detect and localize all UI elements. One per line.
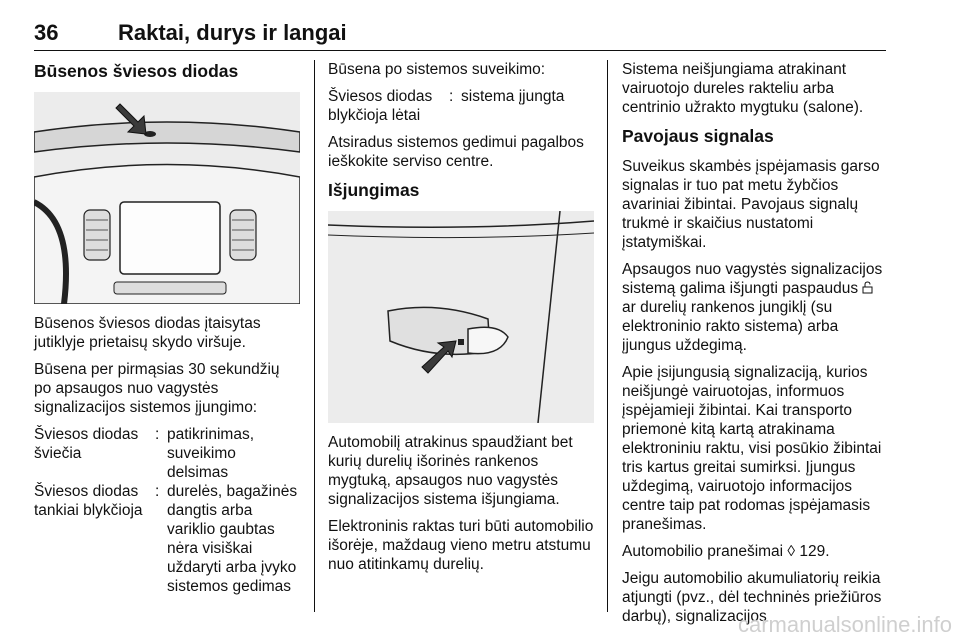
- column-divider: [314, 60, 315, 612]
- term-cell: Šviesos diodas blykčioja lėtai: [328, 88, 433, 124]
- watermark: carmanualsonline.info: [737, 612, 952, 637]
- after-activation-text: Būsena po sistemos suveikimo:: [328, 61, 546, 78]
- unlock-icon: [862, 280, 873, 292]
- desc-cell: sistema įjungta: [461, 88, 565, 105]
- column-2: [328, 60, 594, 582]
- page-header: [0, 0, 960, 52]
- vehicle-messages-ref: Automobilio pranešimai ◊ 129.: [622, 543, 830, 560]
- separator: :: [155, 426, 160, 443]
- header-rule: [34, 50, 886, 51]
- page-number: 36: [34, 20, 59, 45]
- led-location-text: Būsenos šviesos diodas įtaisytas jutiklyje prietaisų skydo viršuje.: [34, 315, 261, 351]
- alarm-text: Suveikus skambės įspėjamasis garso signalas ir tuo pat metu žybčios avariniai žibintai. Pavojaus signalų trukmė ir skaičius nustatomi įstatymiškai.: [622, 158, 880, 251]
- section-heading-status-led: Būsenos šviesos diodas: [34, 61, 239, 81]
- warning-lights-text: Apie įsijungusią signalizaciją, kurios neišjungė vairuotojas, informuos įspėjamieji žibintai. Kai transporto priemonė kitą kartą atrakinama elektroniniu raktu, visi posūkio žibintai tris kartus greitai sumirksi. Įjungus uždegimą, vairuotojo informacijos centre taip pat rodomas įspėjamasis pranešimas.: [622, 364, 882, 533]
- desc-cell: patikrinimas, suveikimo delsimas: [167, 426, 254, 481]
- page-title: Raktai, durys ir langai: [118, 20, 347, 45]
- term-cell: Šviesos diodas tankiai blykčioja: [34, 483, 143, 519]
- column-3: [622, 60, 888, 634]
- unlock-handle-text: Automobilį atrakinus spaudžiant bet kurių durelių išorinės rankenos mygtuką, apsaugos nuo vagystės signalizacijos sistema išjungiama.: [328, 434, 573, 508]
- separator: :: [155, 483, 160, 500]
- column-divider: [607, 60, 608, 612]
- term-cell: Šviesos diodas šviečia: [34, 426, 139, 462]
- desc-cell: durelės, bagažinės dangtis arba variklio gaubtas nėra visiškai uždaryti arba įvyko sistemos gedimas: [167, 483, 298, 595]
- column-1: [34, 60, 300, 604]
- deactivate-alarm-text-a: Apsaugos nuo vagystės signalizacijos sistemą galima išjungti paspaudus: [622, 261, 883, 297]
- dashboard-led-image: [34, 92, 300, 304]
- led-status-table-1: [34, 425, 300, 596]
- section-heading-alarm: Pavojaus signalas: [622, 126, 774, 146]
- first-30-seconds-text: Būsena per pirmąsias 30 sekundžių po apsaugos nuo vagystės signalizacijos sistemos įjungimo:: [34, 361, 280, 416]
- separator: :: [449, 88, 454, 105]
- not-deactivated-text: Sistema neišjungiama atrakinant vairuotojo dureles rakteliu arba centrinio užrakto mygtuku (salone).: [622, 61, 864, 116]
- fault-text: Atsiradus sistemos gedimui pagalbos ieškokite serviso centre.: [328, 134, 584, 170]
- battery-text: Jeigu automobilio akumuliatorių reikia atjungti (pvz., dėl techninės priežiūros darbų), signalizacijos: [622, 570, 882, 625]
- led-status-table-2: [328, 87, 594, 125]
- electronic-key-text: Elektroninis raktas turi būti automobilio išorėje, maždaug vieno metru atstumu nuo atitinkamų durelių.: [328, 518, 594, 573]
- deactivate-alarm-text-b: ar durelių rankenos jungiklį (su elektroninio rakto sistema) arba įjungus uždegimą.: [622, 299, 839, 354]
- section-heading-deactivation: Išjungimas: [328, 180, 420, 200]
- deactivate-alarm-text: [622, 260, 888, 355]
- door-handle-image: [328, 211, 594, 423]
